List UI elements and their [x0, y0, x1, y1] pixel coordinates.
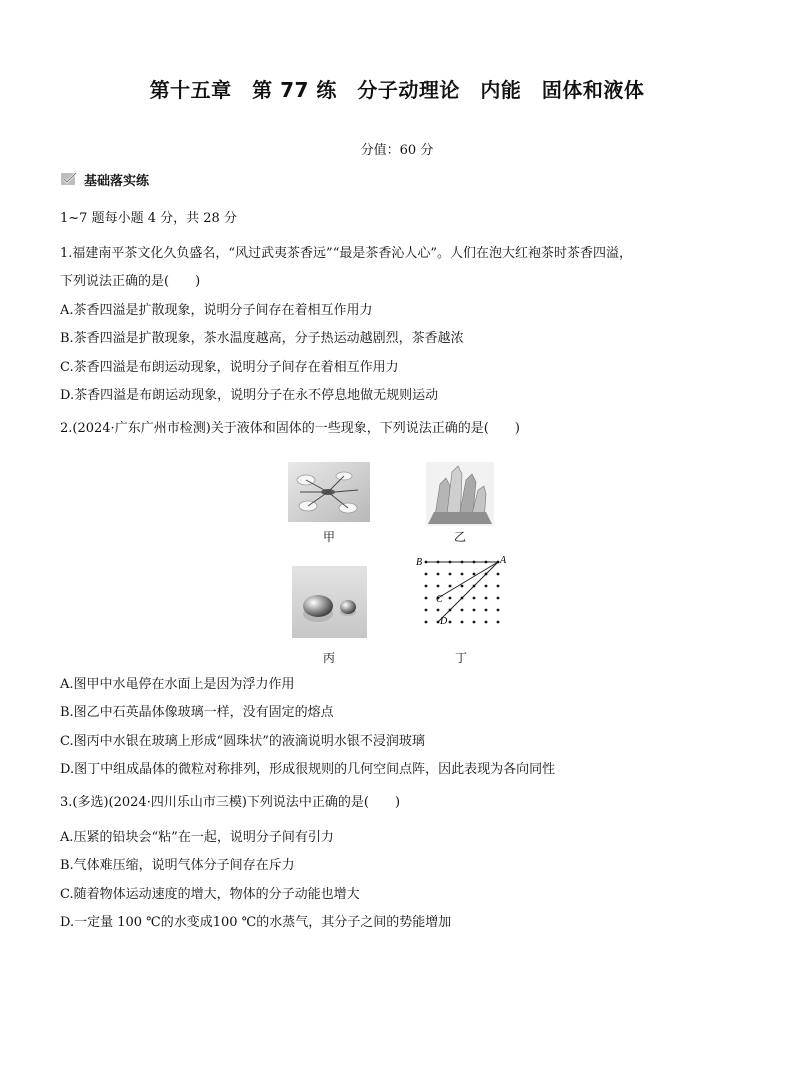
water-strider-image [288, 462, 370, 522]
figure-label-bing: 丙 [322, 651, 335, 665]
checklist-icon [60, 171, 78, 187]
lattice-dot [473, 609, 476, 612]
lattice-dot [485, 561, 488, 564]
q1-stem-line2: 下列说法正确的是( ) [60, 274, 201, 289]
lattice-dot [497, 573, 500, 576]
lattice-label-d: D [440, 616, 448, 627]
q3-option-b: B.气体难压缩，说明气体分子间存在斥力 [60, 858, 295, 873]
q1-option-c: C.茶香四溢是布朗运动现象，说明分子间存在着相互作用力 [60, 360, 399, 375]
lattice-dot [473, 585, 476, 588]
q1-stem-line1: 1.福建南平茶文化久负盛名，“风过武夷茶香远”“最是茶香沁人心”。人们在泡大红袍茶时茶香四溢， [60, 246, 632, 261]
page-title: 第十五章 第 77 练 分子动理论 内能 固体和液体 [149, 78, 645, 102]
lattice-dot [485, 621, 488, 624]
section-heading [60, 170, 149, 188]
lattice-dot [485, 573, 488, 576]
lattice-dot [473, 597, 476, 600]
lattice-dot [449, 621, 452, 624]
lattice-dot [497, 597, 500, 600]
lattice-dot [437, 561, 440, 564]
lattice-label-a: A [500, 555, 507, 566]
q2-option-d: D.图丁中组成晶体的微粒对称排列，形成很规则的几何空间点阵，因此表现为各向同性 [60, 762, 556, 777]
lattice-dot [461, 597, 464, 600]
lattice-dot [485, 585, 488, 588]
intro-text: 1~7 题每小题 4 分，共 28 分 [60, 211, 237, 226]
lattice-label-c: C [436, 594, 443, 605]
q3-option-c: C.随着物体运动速度的增大，物体的分子动能也增大 [60, 887, 360, 902]
lattice-dot [437, 609, 440, 612]
q3-option-a: A.压紧的铅块会“粘”在一起，说明分子间有引力 [60, 830, 334, 845]
q2-option-a: A.图甲中水黾停在水面上是因为浮力作用 [60, 677, 295, 692]
crystal-lattice-diagram [412, 552, 512, 636]
q1-option-a: A.茶香四溢是扩散现象，说明分子间存在着相互作用力 [60, 303, 373, 318]
lattice-dot [437, 573, 440, 576]
q3-stem: 3.(多选)(2024·四川乐山市三模)下列说法中正确的是( ) [60, 795, 401, 810]
figure-label-ding: 丁 [454, 651, 467, 665]
lattice-dot [461, 621, 464, 624]
lattice-dot [425, 597, 428, 600]
lattice-dot [461, 573, 464, 576]
lattice-dot [437, 621, 440, 624]
lattice-dot [461, 609, 464, 612]
lattice-dot [425, 621, 428, 624]
q2-option-c: C.图丙中水银在玻璃上形成“圆珠状”的液滴说明水银不浸润玻璃 [60, 734, 425, 749]
lattice-dot [425, 585, 428, 588]
lattice-dot [449, 609, 452, 612]
lattice-dot [485, 609, 488, 612]
lattice-dot [473, 573, 476, 576]
score-label: 分值：60 分 [360, 143, 434, 158]
lattice-dot [473, 561, 476, 564]
lattice-dot [461, 585, 464, 588]
q2-option-b: B.图乙中石英晶体像玻璃一样，没有固定的熔点 [60, 705, 334, 720]
lattice-dot [449, 585, 452, 588]
figure-label-yi: 乙 [453, 530, 466, 544]
line-ad [438, 562, 498, 622]
lattice-dot [449, 573, 452, 576]
lattice-dot [497, 621, 500, 624]
q1-option-b: B.茶香四溢是扩散现象，茶水温度越高，分子热运动越剧烈，茶香越浓 [60, 331, 464, 346]
lattice-dot [461, 561, 464, 564]
lattice-dot [497, 609, 500, 612]
q2-stem: 2.(2024·广东广州市检测)关于液体和固体的一些现象，下列说法正确的是( ) [60, 421, 520, 436]
lattice-dot [473, 621, 476, 624]
quartz-crystal-image [426, 462, 494, 526]
q1-option-d: D.茶香四溢是布朗运动现象，说明分子在永不停息地做无规则运动 [60, 388, 439, 403]
lattice-dot [437, 585, 440, 588]
lattice-dot [449, 561, 452, 564]
lattice-dot [497, 561, 500, 564]
lattice-dot [425, 573, 428, 576]
q3-option-d: D.一定量 100 ℃的水变成100 ℃的水蒸气，其分子之间的势能增加 [60, 915, 452, 930]
mercury-droplets-image [292, 566, 367, 638]
lattice-dot [425, 561, 428, 564]
figure-label-jia: 甲 [322, 530, 335, 544]
lattice-dot [497, 585, 500, 588]
lattice-dot [425, 609, 428, 612]
lattice-dot [449, 597, 452, 600]
lattice-dot [485, 597, 488, 600]
section-label: 基础落实练 [84, 173, 150, 189]
lattice-label-b: B [416, 557, 423, 568]
